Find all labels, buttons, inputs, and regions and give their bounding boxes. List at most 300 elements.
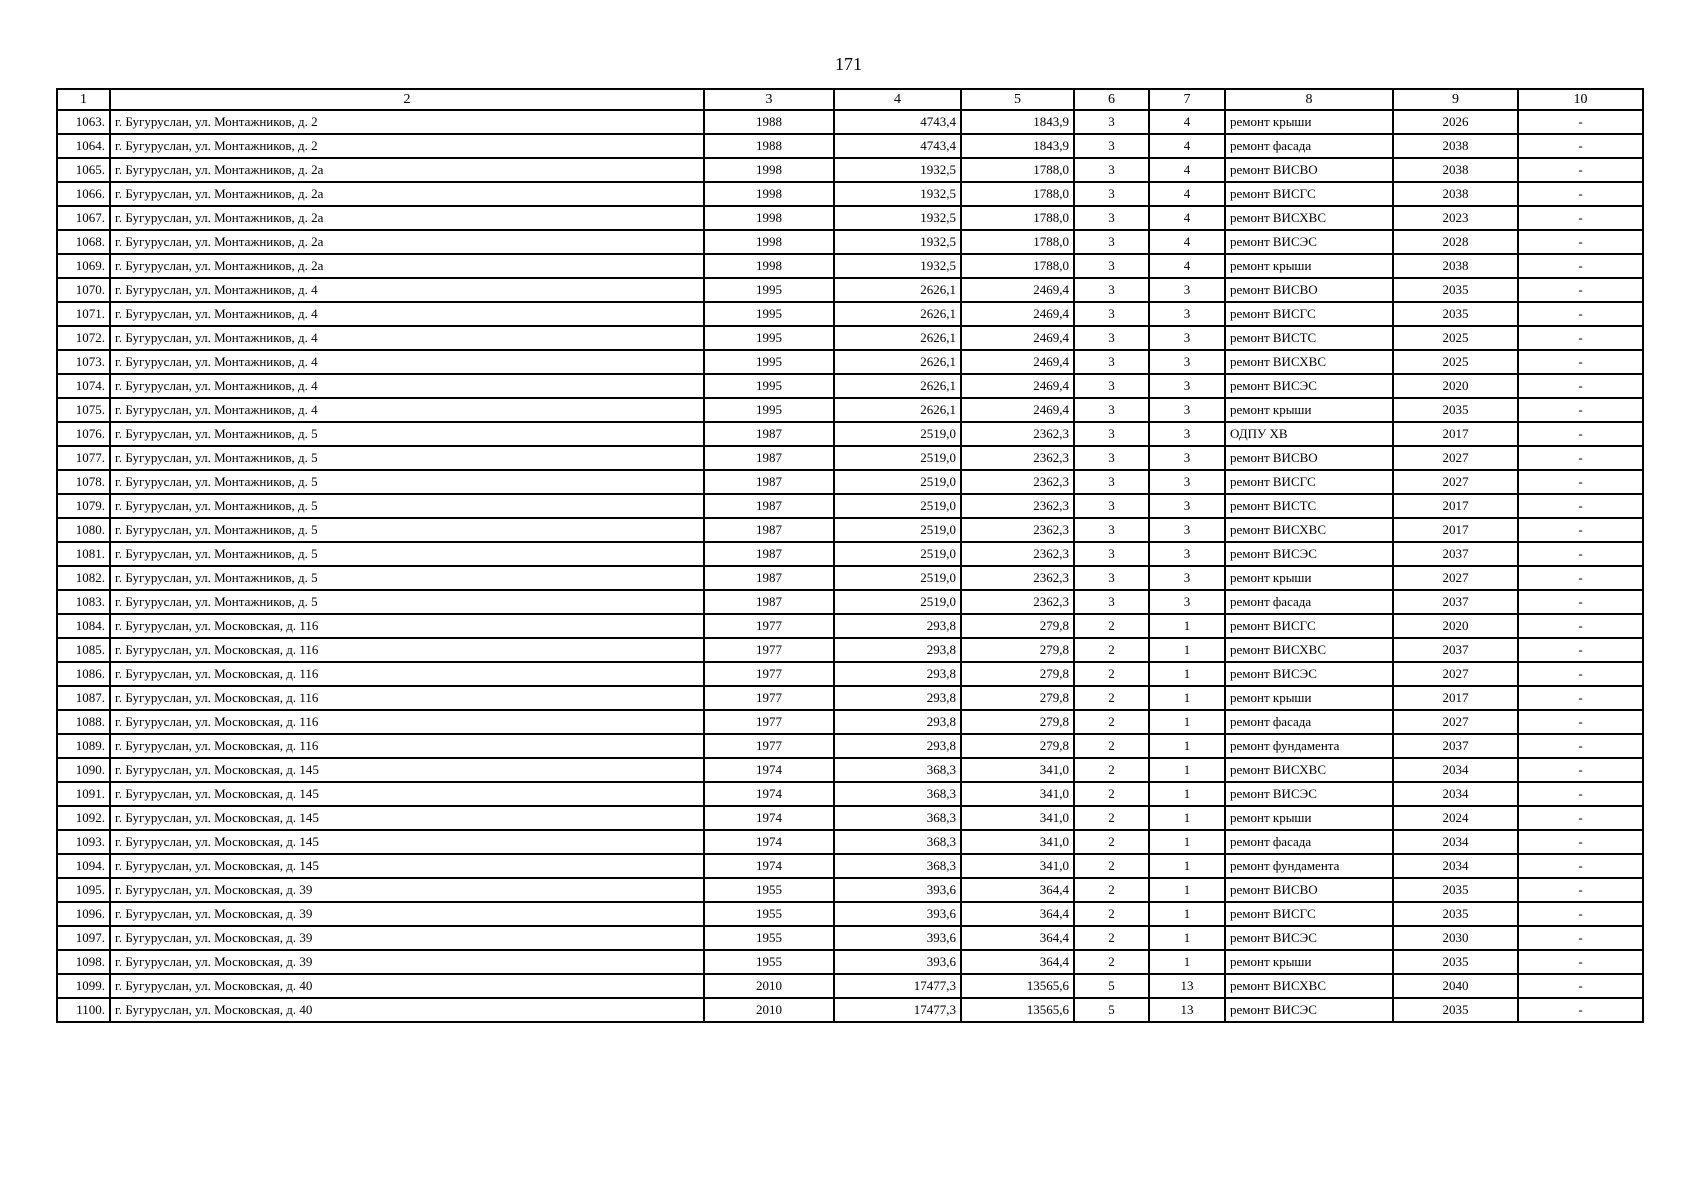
floors-cell: 5 (1074, 998, 1149, 1022)
note-cell: - (1518, 278, 1643, 302)
living-area-cell: 279,8 (961, 686, 1074, 710)
year-cell: 1974 (704, 782, 834, 806)
floors-cell: 2 (1074, 686, 1149, 710)
address-cell: г. Бугуруслан, ул. Московская, д. 145 (110, 758, 704, 782)
year-cell: 1988 (704, 134, 834, 158)
entrances-cell: 3 (1149, 326, 1225, 350)
plan-year-cell: 2017 (1393, 494, 1518, 518)
address-cell: г. Бугуруслан, ул. Московская, д. 116 (110, 734, 704, 758)
table-row (57, 638, 1643, 662)
floors-cell: 3 (1074, 158, 1149, 182)
work-type-cell: ремонт ВИСХВС (1225, 206, 1393, 230)
entrances-cell: 1 (1149, 878, 1225, 902)
floors-cell: 2 (1074, 830, 1149, 854)
living-area-cell: 1788,0 (961, 158, 1074, 182)
work-type-cell: ремонт ВИСХВС (1225, 638, 1393, 662)
living-area-cell: 2469,4 (961, 302, 1074, 326)
note-cell: - (1518, 662, 1643, 686)
total-area-cell: 368,3 (834, 830, 961, 854)
total-area-cell: 393,6 (834, 950, 961, 974)
floors-cell: 2 (1074, 854, 1149, 878)
note-cell: - (1518, 254, 1643, 278)
work-type-cell: ремонт ВИСХВС (1225, 758, 1393, 782)
note-cell: - (1518, 974, 1643, 998)
work-type-cell: ремонт ВИСХВС (1225, 974, 1393, 998)
row-number-cell: 1087. (57, 686, 110, 710)
living-area-cell: 1788,0 (961, 254, 1074, 278)
floors-cell: 3 (1074, 470, 1149, 494)
column-header: 8 (1225, 89, 1393, 110)
year-cell: 1987 (704, 494, 834, 518)
floors-cell: 2 (1074, 638, 1149, 662)
entrances-cell: 3 (1149, 350, 1225, 374)
address-cell: г. Бугуруслан, ул. Монтажников, д. 4 (110, 278, 704, 302)
plan-year-cell: 2038 (1393, 158, 1518, 182)
address-cell: г. Бугуруслан, ул. Монтажников, д. 4 (110, 302, 704, 326)
living-area-cell: 341,0 (961, 758, 1074, 782)
row-number-cell: 1090. (57, 758, 110, 782)
row-number-cell: 1083. (57, 590, 110, 614)
entrances-cell: 1 (1149, 686, 1225, 710)
total-area-cell: 2626,1 (834, 302, 961, 326)
floors-cell: 2 (1074, 782, 1149, 806)
address-cell: г. Бугуруслан, ул. Московская, д. 116 (110, 662, 704, 686)
address-cell: г. Бугуруслан, ул. Московская, д. 116 (110, 638, 704, 662)
address-cell: г. Бугуруслан, ул. Монтажников, д. 5 (110, 422, 704, 446)
row-number-cell: 1098. (57, 950, 110, 974)
total-area-cell: 2519,0 (834, 494, 961, 518)
row-number-cell: 1091. (57, 782, 110, 806)
column-header: 4 (834, 89, 961, 110)
column-header: 7 (1149, 89, 1225, 110)
floors-cell: 2 (1074, 710, 1149, 734)
floors-cell: 3 (1074, 422, 1149, 446)
year-cell: 1977 (704, 614, 834, 638)
floors-cell: 3 (1074, 566, 1149, 590)
address-cell: г. Бугуруслан, ул. Монтажников, д. 2а (110, 158, 704, 182)
living-area-cell: 1843,9 (961, 110, 1074, 134)
floors-cell: 3 (1074, 590, 1149, 614)
plan-year-cell: 2037 (1393, 638, 1518, 662)
plan-year-cell: 2035 (1393, 398, 1518, 422)
total-area-cell: 393,6 (834, 902, 961, 926)
floors-cell: 3 (1074, 110, 1149, 134)
address-cell: г. Бугуруслан, ул. Монтажников, д. 2а (110, 254, 704, 278)
plan-year-cell: 2037 (1393, 590, 1518, 614)
column-header: 10 (1518, 89, 1643, 110)
entrances-cell: 13 (1149, 998, 1225, 1022)
living-area-cell: 2469,4 (961, 326, 1074, 350)
entrances-cell: 1 (1149, 662, 1225, 686)
floors-cell: 3 (1074, 182, 1149, 206)
work-type-cell: ремонт ВИСГС (1225, 470, 1393, 494)
entrances-cell: 3 (1149, 566, 1225, 590)
entrances-cell: 1 (1149, 854, 1225, 878)
entrances-cell: 1 (1149, 734, 1225, 758)
entrances-cell: 3 (1149, 302, 1225, 326)
table-row (57, 278, 1643, 302)
row-number-cell: 1076. (57, 422, 110, 446)
table-row (57, 254, 1643, 278)
plan-year-cell: 2034 (1393, 758, 1518, 782)
floors-cell: 2 (1074, 950, 1149, 974)
living-area-cell: 2469,4 (961, 398, 1074, 422)
year-cell: 1977 (704, 710, 834, 734)
entrances-cell: 1 (1149, 614, 1225, 638)
entrances-cell: 3 (1149, 590, 1225, 614)
note-cell: - (1518, 470, 1643, 494)
work-type-cell: ремонт крыши (1225, 950, 1393, 974)
note-cell: - (1518, 686, 1643, 710)
total-area-cell: 2626,1 (834, 374, 961, 398)
plan-year-cell: 2038 (1393, 254, 1518, 278)
total-area-cell: 368,3 (834, 758, 961, 782)
row-number-cell: 1077. (57, 446, 110, 470)
address-cell: г. Бугуруслан, ул. Монтажников, д. 5 (110, 590, 704, 614)
living-area-cell: 2469,4 (961, 350, 1074, 374)
plan-year-cell: 2034 (1393, 854, 1518, 878)
year-cell: 1974 (704, 854, 834, 878)
plan-year-cell: 2027 (1393, 662, 1518, 686)
total-area-cell: 2519,0 (834, 566, 961, 590)
living-area-cell: 2362,3 (961, 590, 1074, 614)
address-cell: г. Бугуруслан, ул. Монтажников, д. 5 (110, 566, 704, 590)
address-cell: г. Бугуруслан, ул. Московская, д. 116 (110, 710, 704, 734)
living-area-cell: 279,8 (961, 734, 1074, 758)
year-cell: 1995 (704, 350, 834, 374)
plan-year-cell: 2027 (1393, 470, 1518, 494)
floors-cell: 2 (1074, 902, 1149, 926)
work-type-cell: ремонт крыши (1225, 566, 1393, 590)
column-header: 2 (110, 89, 704, 110)
entrances-cell: 1 (1149, 782, 1225, 806)
work-type-cell: ремонт ВИСВО (1225, 158, 1393, 182)
note-cell: - (1518, 734, 1643, 758)
row-number-cell: 1063. (57, 110, 110, 134)
work-type-cell: ремонт фасада (1225, 134, 1393, 158)
living-area-cell: 2469,4 (961, 278, 1074, 302)
table-row (57, 350, 1643, 374)
living-area-cell: 2362,3 (961, 446, 1074, 470)
address-cell: г. Бугуруслан, ул. Монтажников, д. 2 (110, 134, 704, 158)
note-cell: - (1518, 110, 1643, 134)
entrances-cell: 4 (1149, 182, 1225, 206)
work-type-cell: ремонт ВИСГС (1225, 902, 1393, 926)
plan-year-cell: 2020 (1393, 374, 1518, 398)
floors-cell: 3 (1074, 398, 1149, 422)
total-area-cell: 2519,0 (834, 422, 961, 446)
address-cell: г. Бугуруслан, ул. Монтажников, д. 5 (110, 542, 704, 566)
address-cell: г. Бугуруслан, ул. Московская, д. 145 (110, 830, 704, 854)
address-cell: г. Бугуруслан, ул. Московская, д. 39 (110, 950, 704, 974)
work-type-cell: ремонт ВИСЭС (1225, 542, 1393, 566)
total-area-cell: 2626,1 (834, 350, 961, 374)
table-row (57, 542, 1643, 566)
living-area-cell: 1788,0 (961, 206, 1074, 230)
work-type-cell: ремонт ВИСТС (1225, 326, 1393, 350)
total-area-cell: 17477,3 (834, 974, 961, 998)
total-area-cell: 293,8 (834, 710, 961, 734)
year-cell: 1987 (704, 566, 834, 590)
table-row (57, 446, 1643, 470)
plan-year-cell: 2028 (1393, 230, 1518, 254)
entrances-cell: 4 (1149, 254, 1225, 278)
plan-year-cell: 2038 (1393, 182, 1518, 206)
total-area-cell: 2626,1 (834, 398, 961, 422)
entrances-cell: 3 (1149, 446, 1225, 470)
living-area-cell: 1788,0 (961, 230, 1074, 254)
total-area-cell: 393,6 (834, 926, 961, 950)
plan-year-cell: 2024 (1393, 806, 1518, 830)
address-cell: г. Бугуруслан, ул. Московская, д. 39 (110, 902, 704, 926)
living-area-cell: 341,0 (961, 854, 1074, 878)
note-cell: - (1518, 158, 1643, 182)
work-type-cell: ремонт ВИСЭС (1225, 230, 1393, 254)
plan-year-cell: 2038 (1393, 134, 1518, 158)
total-area-cell: 1932,5 (834, 254, 961, 278)
row-number-cell: 1094. (57, 854, 110, 878)
table-row (57, 998, 1643, 1022)
plan-year-cell: 2023 (1393, 206, 1518, 230)
total-area-cell: 4743,4 (834, 134, 961, 158)
table-body (57, 110, 1643, 1022)
living-area-cell: 2469,4 (961, 374, 1074, 398)
year-cell: 1998 (704, 206, 834, 230)
row-number-cell: 1080. (57, 518, 110, 542)
note-cell: - (1518, 398, 1643, 422)
work-type-cell: ремонт ВИСВО (1225, 878, 1393, 902)
living-area-cell: 279,8 (961, 710, 1074, 734)
work-type-cell: ремонт ВИСЭС (1225, 926, 1393, 950)
column-header: 1 (57, 89, 110, 110)
note-cell: - (1518, 878, 1643, 902)
row-number-cell: 1081. (57, 542, 110, 566)
table-row (57, 902, 1643, 926)
entrances-cell: 13 (1149, 974, 1225, 998)
address-cell: г. Бугуруслан, ул. Московская, д. 116 (110, 686, 704, 710)
column-header: 3 (704, 89, 834, 110)
table-row (57, 878, 1643, 902)
floors-cell: 3 (1074, 254, 1149, 278)
year-cell: 1987 (704, 470, 834, 494)
work-type-cell: ОДПУ ХВ (1225, 422, 1393, 446)
year-cell: 1977 (704, 662, 834, 686)
work-type-cell: ремонт ВИСЭС (1225, 998, 1393, 1022)
plan-year-cell: 2026 (1393, 110, 1518, 134)
table-row (57, 566, 1643, 590)
living-area-cell: 364,4 (961, 878, 1074, 902)
note-cell: - (1518, 350, 1643, 374)
entrances-cell: 1 (1149, 710, 1225, 734)
total-area-cell: 293,8 (834, 662, 961, 686)
living-area-cell: 2362,3 (961, 518, 1074, 542)
table-row (57, 590, 1643, 614)
living-area-cell: 2362,3 (961, 542, 1074, 566)
row-number-cell: 1082. (57, 566, 110, 590)
note-cell: - (1518, 374, 1643, 398)
row-number-cell: 1064. (57, 134, 110, 158)
note-cell: - (1518, 638, 1643, 662)
work-type-cell: ремонт крыши (1225, 806, 1393, 830)
total-area-cell: 293,8 (834, 638, 961, 662)
total-area-cell: 293,8 (834, 734, 961, 758)
floors-cell: 3 (1074, 326, 1149, 350)
table-row (57, 854, 1643, 878)
year-cell: 1995 (704, 398, 834, 422)
year-cell: 1988 (704, 110, 834, 134)
total-area-cell: 1932,5 (834, 158, 961, 182)
row-number-cell: 1096. (57, 902, 110, 926)
row-number-cell: 1093. (57, 830, 110, 854)
living-area-cell: 13565,6 (961, 998, 1074, 1022)
total-area-cell: 368,3 (834, 806, 961, 830)
work-type-cell: ремонт фасада (1225, 830, 1393, 854)
row-number-cell: 1088. (57, 710, 110, 734)
year-cell: 1977 (704, 734, 834, 758)
plan-year-cell: 2025 (1393, 350, 1518, 374)
note-cell: - (1518, 614, 1643, 638)
entrances-cell: 4 (1149, 158, 1225, 182)
table-row (57, 470, 1643, 494)
total-area-cell: 2626,1 (834, 278, 961, 302)
year-cell: 1995 (704, 374, 834, 398)
total-area-cell: 2519,0 (834, 470, 961, 494)
row-number-cell: 1079. (57, 494, 110, 518)
row-number-cell: 1097. (57, 926, 110, 950)
floors-cell: 3 (1074, 494, 1149, 518)
year-cell: 2010 (704, 974, 834, 998)
work-type-cell: ремонт ВИСГС (1225, 182, 1393, 206)
table-row (57, 926, 1643, 950)
note-cell: - (1518, 494, 1643, 518)
note-cell: - (1518, 806, 1643, 830)
living-area-cell: 2362,3 (961, 422, 1074, 446)
address-cell: г. Бугуруслан, ул. Монтажников, д. 4 (110, 374, 704, 398)
plan-year-cell: 2037 (1393, 734, 1518, 758)
plan-year-cell: 2040 (1393, 974, 1518, 998)
floors-cell: 3 (1074, 206, 1149, 230)
note-cell: - (1518, 518, 1643, 542)
total-area-cell: 368,3 (834, 782, 961, 806)
plan-year-cell: 2035 (1393, 902, 1518, 926)
address-cell: г. Бугуруслан, ул. Московская, д. 39 (110, 926, 704, 950)
year-cell: 1974 (704, 830, 834, 854)
work-type-cell: ремонт фасада (1225, 710, 1393, 734)
work-type-cell: ремонт фундамента (1225, 734, 1393, 758)
row-number-cell: 1070. (57, 278, 110, 302)
year-cell: 1987 (704, 518, 834, 542)
row-number-cell: 1074. (57, 374, 110, 398)
floors-cell: 2 (1074, 614, 1149, 638)
row-number-cell: 1089. (57, 734, 110, 758)
floors-cell: 2 (1074, 758, 1149, 782)
work-type-cell: ремонт крыши (1225, 110, 1393, 134)
living-area-cell: 279,8 (961, 638, 1074, 662)
work-type-cell: ремонт ВИСЭС (1225, 374, 1393, 398)
work-type-cell: ремонт ВИСХВС (1225, 350, 1393, 374)
plan-year-cell: 2027 (1393, 710, 1518, 734)
floors-cell: 2 (1074, 926, 1149, 950)
year-cell: 1995 (704, 302, 834, 326)
work-type-cell: ремонт ВИСВО (1225, 446, 1393, 470)
table-row (57, 686, 1643, 710)
living-area-cell: 1843,9 (961, 134, 1074, 158)
address-cell: г. Бугуруслан, ул. Московская, д. 145 (110, 806, 704, 830)
address-cell: г. Бугуруслан, ул. Московская, д. 145 (110, 782, 704, 806)
entrances-cell: 1 (1149, 926, 1225, 950)
address-cell: г. Бугуруслан, ул. Московская, д. 116 (110, 614, 704, 638)
note-cell: - (1518, 134, 1643, 158)
total-area-cell: 2626,1 (834, 326, 961, 350)
year-cell: 1995 (704, 278, 834, 302)
table-row (57, 614, 1643, 638)
year-cell: 1987 (704, 446, 834, 470)
address-cell: г. Бугуруслан, ул. Монтажников, д. 5 (110, 518, 704, 542)
entrances-cell: 3 (1149, 494, 1225, 518)
note-cell: - (1518, 854, 1643, 878)
table-row (57, 326, 1643, 350)
plan-year-cell: 2035 (1393, 950, 1518, 974)
floors-cell: 2 (1074, 662, 1149, 686)
total-area-cell: 2519,0 (834, 590, 961, 614)
note-cell: - (1518, 302, 1643, 326)
living-area-cell: 364,4 (961, 902, 1074, 926)
work-type-cell: ремонт крыши (1225, 686, 1393, 710)
note-cell: - (1518, 446, 1643, 470)
total-area-cell: 2519,0 (834, 446, 961, 470)
year-cell: 1955 (704, 902, 834, 926)
address-cell: г. Бугуруслан, ул. Московская, д. 145 (110, 854, 704, 878)
total-area-cell: 393,6 (834, 878, 961, 902)
column-header: 9 (1393, 89, 1518, 110)
table-row (57, 302, 1643, 326)
living-area-cell: 2362,3 (961, 566, 1074, 590)
floors-cell: 2 (1074, 734, 1149, 758)
work-type-cell: ремонт ВИСГС (1225, 302, 1393, 326)
work-type-cell: ремонт ВИСГС (1225, 614, 1393, 638)
row-number-cell: 1073. (57, 350, 110, 374)
table-row (57, 806, 1643, 830)
floors-cell: 3 (1074, 350, 1149, 374)
address-cell: г. Бугуруслан, ул. Монтажников, д. 2а (110, 230, 704, 254)
living-area-cell: 13565,6 (961, 974, 1074, 998)
floors-cell: 3 (1074, 518, 1149, 542)
floors-cell: 5 (1074, 974, 1149, 998)
year-cell: 1974 (704, 758, 834, 782)
work-type-cell: ремонт ВИСВО (1225, 278, 1393, 302)
living-area-cell: 279,8 (961, 614, 1074, 638)
plan-year-cell: 2034 (1393, 830, 1518, 854)
register-table (56, 88, 1644, 1023)
table-row (57, 110, 1643, 134)
note-cell: - (1518, 926, 1643, 950)
entrances-cell: 3 (1149, 542, 1225, 566)
entrances-cell: 1 (1149, 806, 1225, 830)
living-area-cell: 341,0 (961, 782, 1074, 806)
living-area-cell: 279,8 (961, 662, 1074, 686)
total-area-cell: 1932,5 (834, 182, 961, 206)
row-number-cell: 1095. (57, 878, 110, 902)
table-row (57, 662, 1643, 686)
floors-cell: 3 (1074, 542, 1149, 566)
column-header: 5 (961, 89, 1074, 110)
entrances-cell: 3 (1149, 278, 1225, 302)
total-area-cell: 368,3 (834, 854, 961, 878)
note-cell: - (1518, 950, 1643, 974)
plan-year-cell: 2027 (1393, 446, 1518, 470)
living-area-cell: 364,4 (961, 926, 1074, 950)
row-number-cell: 1071. (57, 302, 110, 326)
